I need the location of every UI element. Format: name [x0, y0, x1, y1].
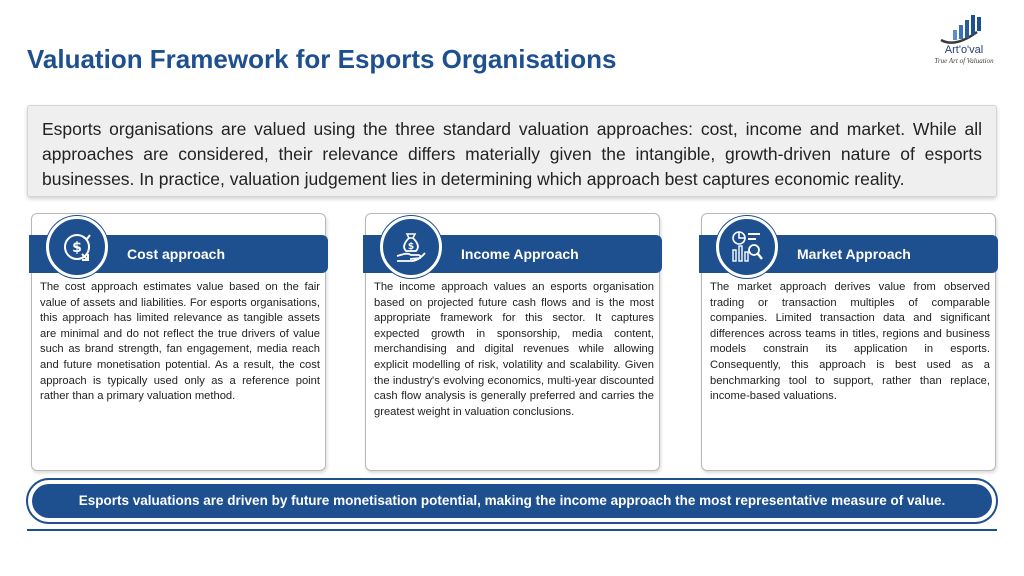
intro-text: Esports organisations are valued using the three standard valuation approaches: cost, income and market. While all approaches are considered, their relevance differs materially given the intangible, growth-driven nature of esports businesses. In practice, valuation judgement lies in determining which approach best captures economic reality.	[42, 119, 982, 189]
conclusion-banner	[26, 478, 998, 524]
svg-text:$: $	[72, 240, 82, 256]
svg-text:$: $	[407, 242, 415, 252]
card-text: The cost approach estimates value based on the fair value of assets and liabilities. For esports organisations, this approach has limited relevance as tangible assets are minimal and do not reflect the true drivers of value such as brand strength, fan engagement, media reach and future monetisation potential. As a result, the cost approach is typically used only as a reference point rather than a primary valuation method.	[40, 281, 320, 403]
bottom-divider	[27, 529, 997, 531]
market-approach-card	[701, 213, 996, 471]
money-bag-hand-icon	[380, 216, 442, 278]
card-title: Market Approach	[797, 246, 911, 262]
logo-bars-icon	[937, 12, 991, 46]
card-text: The income approach values an esports organisation based on projected future cash flows and is the most appropriate framework for this sector. It captures expected growth in sponsorship, media content, merchandising and digital revenues while allowing explicit modelling of risk, volatility and scalability. Given the industry's evolving economics, multi-year discounted cash flow analysis is generally preferred and carries the greatest weight in valuation conclusions.	[374, 281, 654, 418]
market-analysis-icon	[716, 216, 778, 278]
dollar-refresh-icon	[46, 216, 108, 278]
cost-approach-card	[31, 213, 326, 471]
company-logo	[924, 12, 1004, 82]
income-approach-card	[365, 213, 660, 471]
intro-box	[27, 105, 997, 197]
card-text: The market approach derives value from observed trading or transaction multiples of comparable companies. Limited transaction data and significant differences across teams in titles, regions and business models constrain its application in esports. Consequently, this approach is best used as a benchmarking tool to support, rather than replace, income-based valuations.	[710, 281, 990, 403]
logo-tagline: True Art of Valuation	[934, 57, 994, 65]
page-title: Valuation Framework for Esports Organisations	[27, 44, 617, 74]
card-title: Cost approach	[127, 246, 226, 262]
logo-name: Art'o'val	[944, 44, 984, 56]
card-title: Income Approach	[461, 246, 579, 262]
conclusion-text: Esports valuations are driven by future monetisation potential, making the income approach the most representative measure of value.	[32, 484, 992, 518]
